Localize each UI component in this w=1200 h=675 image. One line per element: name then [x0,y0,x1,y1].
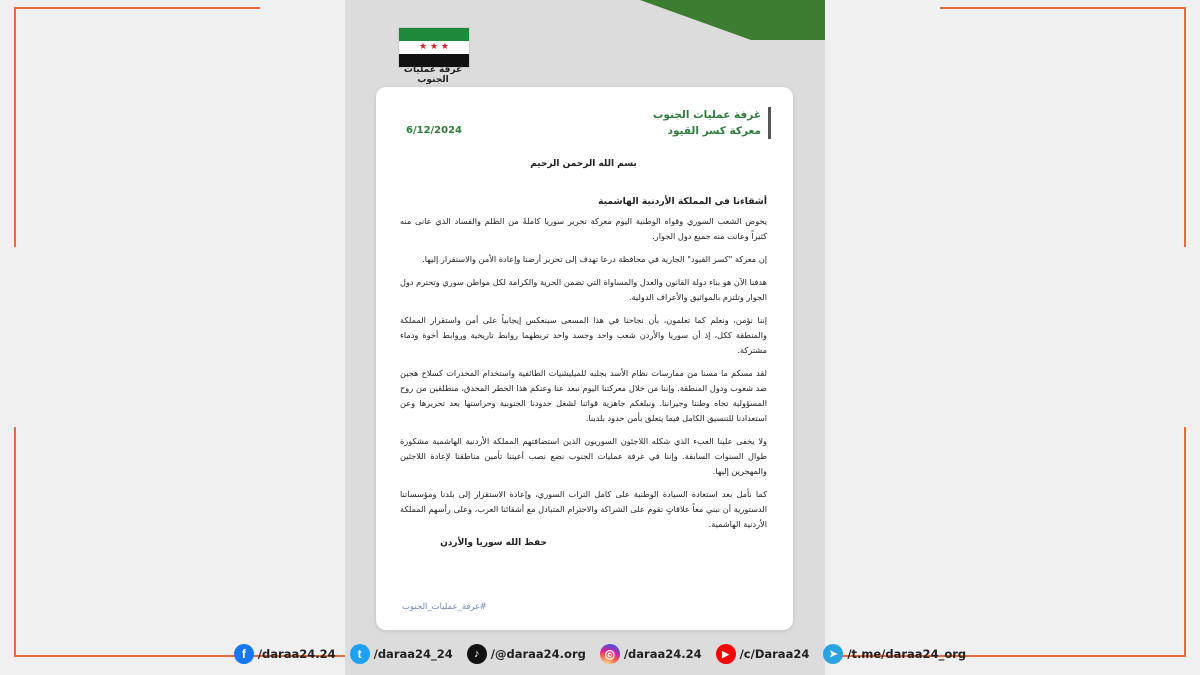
frame-line-top-right [940,7,1186,9]
social-handle: /daraa24.24 [257,647,336,661]
signoff: حفظ الله سوريا والأردن [440,538,547,548]
social-link-youtube[interactable] [716,644,810,664]
facebook-icon: f [234,644,254,664]
frame-line-right-upper [1184,7,1186,247]
instagram-icon: ◎ [600,644,620,664]
frame-line-right-lower [1184,427,1186,657]
flag-caption: غرفة عمليات الجنوب [403,65,463,85]
tiktok-icon: ♪ [467,644,487,664]
syrian-revolution-flag [398,27,470,68]
paragraph: إننا نؤمن، ونعلم كما تعلمون، بأن نجاحنا في هذا المسعى سينعكس إيجابياً على أمن واستقرار المملكة والمنطقة ككل، إذ أن سوريا والأردن شعب واحد وجسد واحد تربطهما روابط تاريخية وروابط أخوة ودماء مشتركة. [400,315,767,355]
left-side-panel [0,0,345,675]
youtube-icon: ▶ [716,644,736,664]
header-line-2: معركة كسر القيود [667,125,761,137]
statement-card [376,87,793,630]
frame-line-left-lower [14,427,16,657]
social-handle: /daraa24_24 [373,647,453,661]
social-link-twitter[interactable] [350,644,453,664]
flag-stars: ★ ★ ★ [419,42,449,52]
letter-body [400,157,767,551]
social-link-instagram[interactable] [600,644,702,664]
social-link-tiktok[interactable] [467,644,586,664]
frame-line-left-upper [14,7,16,247]
greeting: أشقاءنا في المملكة الأردنية الهاشمية [598,196,767,207]
paragraph: لقد مسكم ما مسنا من ممارسات نظام الأسد بجلبه للميليشيات الطائفية واستخدام المخدرات كسلاح هجين ضد شعوب ودول المنطقة. وإننا من خلال معركتنا اليوم نبعد عنا وعنكم هذا الخطر المحدق، منطلقين من روح المسؤولية تجاه وطننا وجيراننا. ونبلغكم جاهزية قواتنا لشغل حدودنا الجنوبية وحراستها بعد تحريرها وعن استعدادنا للتنسيق الكامل فيما يتعلق بأمن حدود بلدينا. [400,368,767,423]
paragraph: هدفنا الآن هو بناء دولة القانون والعدل والمساواة التي تضمن الحرية والكرامة لكل مواطن سوري وتحترم دول الجوار وتلتزم بالمواثيق والأعراف الدولية. [400,277,767,302]
basmala: بسم الله الرحمن الرحيم [530,159,637,169]
paragraph: يخوض الشعب السوري وقواه الوطنية اليوم معركة تحرير سوريا كاملةً من الظلم والفساد الذي عانى منه كثيراً وعانت منه جميع دول الجوار. [400,216,767,241]
letter-date: 6/12/2024 [406,125,463,136]
social-link-telegram[interactable] [823,644,966,664]
social-handle: /daraa24.24 [623,647,702,661]
flag-green-stripe [399,28,469,41]
paragraph: إن معركة "كسر القيود" الجارية في محافظة درعا تهدف إلى تحرير أرضنا وإعادة الأمن والاستقرار إليها. [422,254,767,264]
paragraph: كما نأمل بعد استعادة السيادة الوطنية على كامل التراب السوري، وإعادة الاستقرار إلى بلدنا ومؤسساتنا الدستورية أن نبني معاً علاقاتٍ تقوم على الشراكة والاحترام المتبادل مع أشقائنا العرب، وعلى رأسهم المملكة الأردنية الهاشمية. [400,489,767,529]
hashtag-link[interactable]: #غرفة_عمليات_الجنوب [402,602,487,612]
paragraph: ولا يخفى علينا العبء الذي شكله اللاجئون السوريون الذين استضافتهم المملكة الأردنية الهاشمية مشكورة طوال السنوات السابقة. وإننا في غرفة عمليات الجنوب نضع نصب أعيننا تأمين مناطقنا لإعادة اللاجئين والمهجرين إليها. [400,436,767,476]
social-handle: /@daraa24.org [490,647,586,661]
right-side-panel [825,0,1200,675]
header-line-1: غرفة عمليات الجنوب [652,109,761,121]
social-handle: /c/Daraa24 [739,647,810,661]
frame-line-top-left [14,7,260,9]
letter-header [653,107,771,139]
social-link-facebook[interactable] [234,644,336,664]
social-links-bar [0,641,1200,667]
telegram-icon: ➤ [823,644,843,664]
social-handle: /t.me/daraa24_org [847,647,967,661]
flag-white-stripe [399,41,469,54]
twitter-icon: t [350,644,370,664]
